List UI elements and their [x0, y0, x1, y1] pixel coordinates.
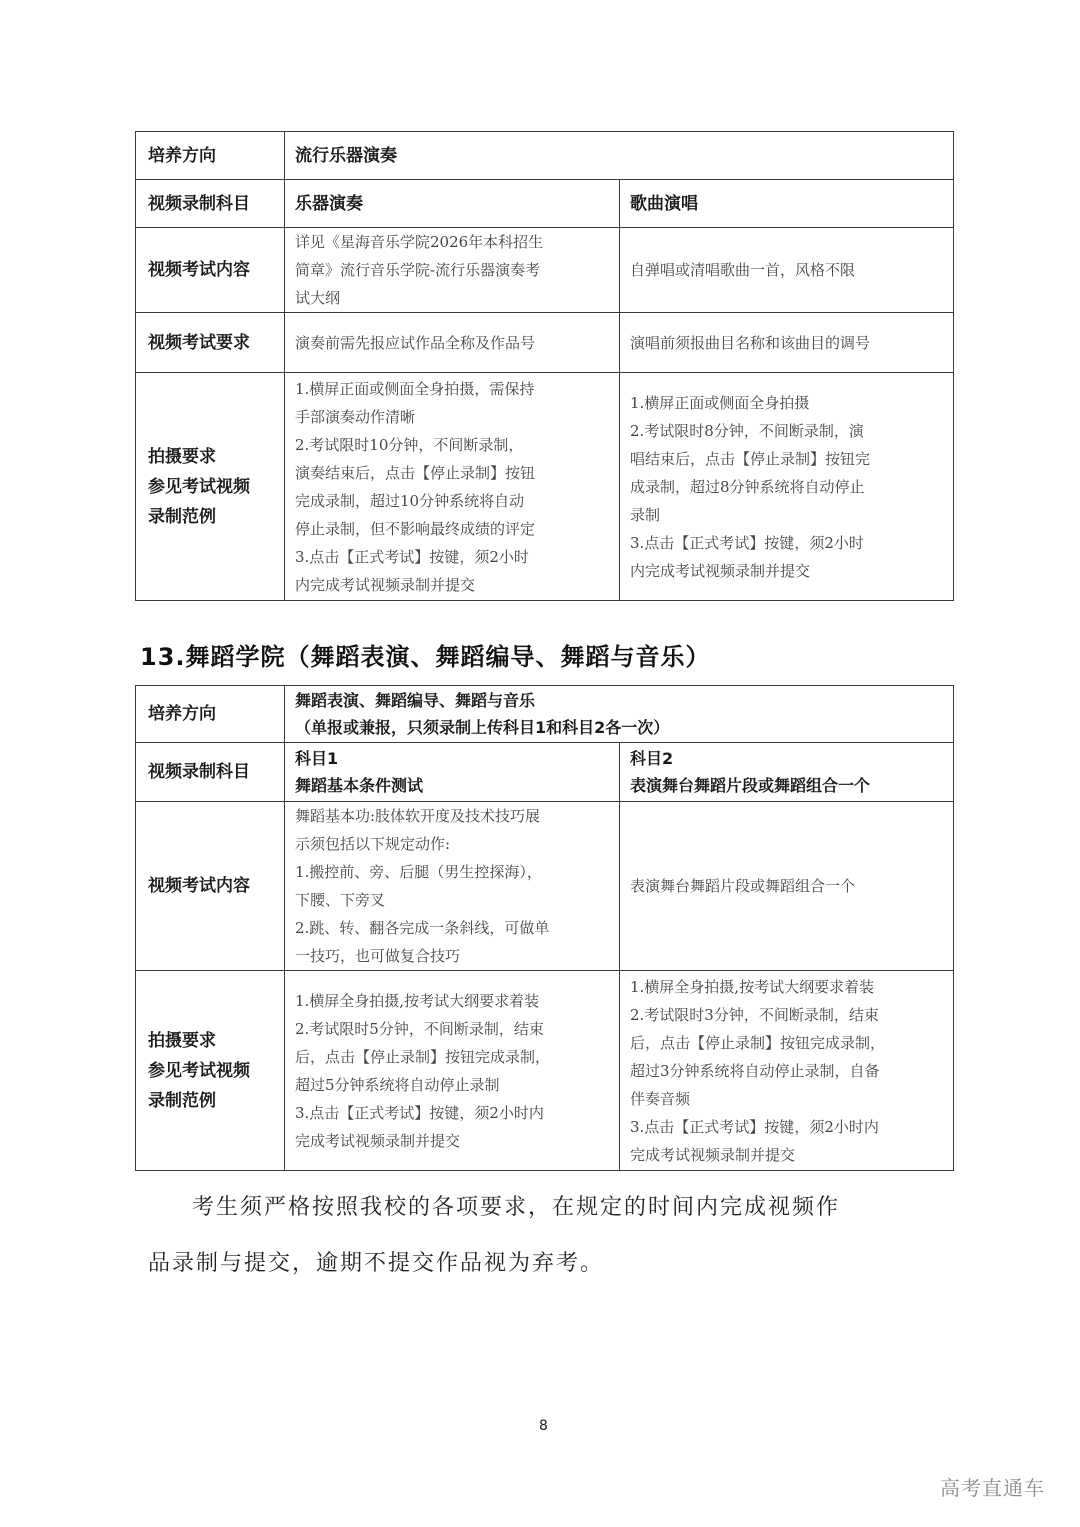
- exam-requirement-instrument: 演奏前需先报应试作品全称及作品号: [285, 313, 620, 373]
- row-recording-subject: [136, 180, 954, 228]
- subject-1: 科目1 舞蹈基本条件测试: [285, 743, 620, 802]
- label-training-direction: 培养方向: [136, 132, 285, 180]
- label-recording-subject: 视频录制科目: [136, 180, 285, 228]
- row-training-direction: [136, 686, 954, 743]
- subject-instrument: 乐器演奏: [285, 180, 620, 228]
- label-training-direction: 培养方向: [136, 686, 285, 743]
- exam-content-instrument: 详见《星海音乐学院2026年本科招生 简章》流行音乐学院-流行乐器演奏考 试大纲: [285, 228, 620, 313]
- closing-line-1: 考生须严格按照我校的各项要求，在规定的时间内完成视频作: [192, 1195, 841, 1220]
- exam-content-subject-1: 舞蹈基本功:肢体软开度及技术技巧展 示须包括以下规定动作: 1.搬控前、旁、后腿（男生控探海）， 下腰、下旁叉 2.跳、转、翻各完成一条斜线，可做单 一技巧，也可做复合技巧: [285, 802, 620, 971]
- label-recording-subject: 视频录制科目: [136, 743, 285, 802]
- label-exam-content: 视频考试内容: [136, 802, 285, 971]
- popular-instrument-table: [135, 131, 954, 601]
- row-filming-requirement: [136, 373, 954, 601]
- subject-singing: 歌曲演唱: [620, 180, 954, 228]
- exam-requirement-singing: 演唱前须报曲目名称和该曲目的调号: [620, 313, 954, 373]
- closing-paragraph: [148, 1180, 948, 1292]
- training-direction-value: 舞蹈表演、舞蹈编导、舞蹈与音乐 （单报或兼报，只须录制上传科目1和科目2各一次）: [285, 686, 954, 743]
- exam-content-singing: 自弹唱或清唱歌曲一首，风格不限: [620, 228, 954, 313]
- filming-requirement-singing: 1.横屏正面或侧面全身拍摄 2.考试限时8分钟，不间断录制，演 唱结束后，点击【停止录制】按钮完 成录制，超过8分钟系统将自动停止 录制 3.点击【正式考试】按键，须2小时 内完成考试视频录制并提交: [620, 373, 954, 601]
- label-filming-requirement: 拍摄要求 参见考试视频 录制范例: [136, 971, 285, 1171]
- subject-2: 科目2 表演舞台舞蹈片段或舞蹈组合一个: [620, 743, 954, 802]
- watermark: 高考直通车: [940, 1476, 1045, 1500]
- page-number: 8: [539, 1418, 548, 1434]
- row-exam-requirement: [136, 313, 954, 373]
- label-filming-requirement: 拍摄要求 参见考试视频 录制范例: [136, 373, 285, 601]
- row-exam-content: [136, 228, 954, 313]
- row-training-direction: [136, 132, 954, 180]
- filming-requirement-subject-1: 1.横屏全身拍摄,按考试大纲要求着装 2.考试限时5分钟，不间断录制，结束 后，点击【停止录制】按钮完成录制， 超过5分钟系统将自动停止录制 3.点击【正式考试】按键，须2小时内 完成考试视频录制并提交: [285, 971, 620, 1171]
- dance-school-table: [135, 685, 954, 1171]
- training-direction-value: 流行乐器演奏: [285, 132, 954, 180]
- closing-line-2: 品录制与提交，逾期不提交作品视为弃考。: [148, 1251, 605, 1276]
- row-filming-requirement: [136, 971, 954, 1171]
- row-exam-content: [136, 802, 954, 971]
- exam-content-subject-2: 表演舞台舞蹈片段或舞蹈组合一个: [620, 802, 954, 971]
- filming-requirement-subject-2: 1.横屏全身拍摄,按考试大纲要求着装 2.考试限时3分钟，不间断录制，结束 后，点击【停止录制】按钮完成录制， 超过3分钟系统将自动停止录制，自备 伴奏音频 3.点击【正式考试】按键，须2小时内 完成考试视频录制并提交: [620, 971, 954, 1171]
- filming-requirement-instrument: 1.横屏正面或侧面全身拍摄，需保持 手部演奏动作清晰 2.考试限时10分钟，不间断录制， 演奏结束后，点击【停止录制】按钮 完成录制，超过10分钟系统将自动 停止录制，但不影响最终成绩的评定 3.点击【正式考试】按键，须2小时 内完成考试视频录制并提交: [285, 373, 620, 601]
- label-exam-content: 视频考试内容: [136, 228, 285, 313]
- label-exam-requirement: 视频考试要求: [136, 313, 285, 373]
- row-recording-subject: [136, 743, 954, 802]
- section-title-dance-school: 13.舞蹈学院（舞蹈表演、舞蹈编导、舞蹈与音乐）: [140, 643, 711, 671]
